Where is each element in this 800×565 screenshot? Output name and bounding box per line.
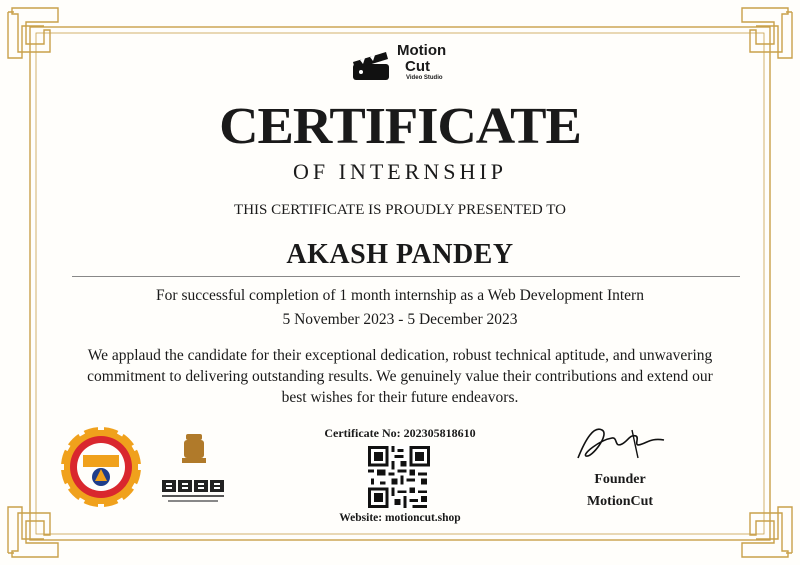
brand-tagline: Video Studio <box>406 75 443 81</box>
certificate-title: CERTIFICATE <box>219 98 581 155</box>
certificate-subtitle: OF INTERNSHIP <box>293 159 507 184</box>
completion-text: For successful completion of 1 month internship as a Web Development Intern <box>156 287 644 304</box>
signatory-role: Founder <box>594 472 646 487</box>
brand-name-line1: Motion <box>397 42 447 59</box>
signatory-company: MotionCut <box>586 494 654 509</box>
msme-emblem <box>158 428 230 508</box>
presented-to-text: THIS CERTIFICATE IS PROUDLY PRESENTED TO <box>234 202 566 218</box>
aicte-seal <box>58 424 144 510</box>
paragraph-line: commitment to delivering outstanding results. We genuinely value their contributions and extend our <box>87 368 713 385</box>
recipient-name: AKASH PANDEY <box>286 239 514 270</box>
name-underline <box>72 276 740 277</box>
motioncut-logo <box>350 44 460 88</box>
founder-signature <box>572 418 672 470</box>
qr-code <box>368 446 430 508</box>
paragraph-line: We applaud the candidate for their exceptional dedication, robust technical aptitude, and unwavering <box>87 347 713 364</box>
website-text: Website: motioncut.shop <box>339 512 461 524</box>
paragraph-line: best wishes for their future endeavors. <box>281 389 519 406</box>
certificate-number: Certificate No: 202305818610 <box>324 426 476 440</box>
brand-name-line2: Cut <box>405 58 430 75</box>
clapperboard-icon <box>350 50 392 82</box>
appreciation-paragraph <box>40 345 760 408</box>
date-range: 5 November 2023 - 5 December 2023 <box>282 311 518 328</box>
